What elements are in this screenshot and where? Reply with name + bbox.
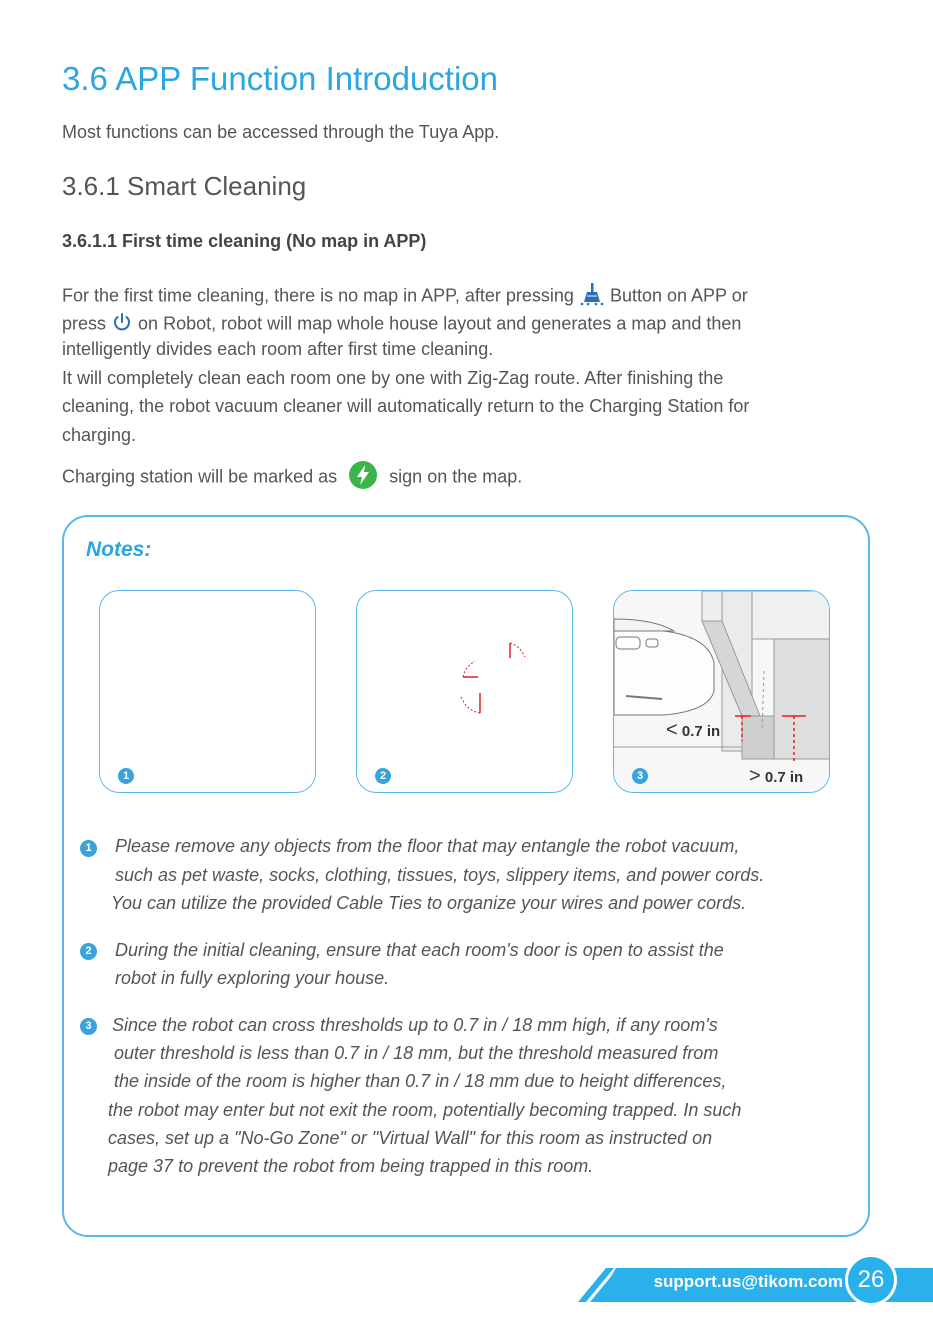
note-line: During the initial cleaning, ensure that each room's door is open to assist the: [115, 940, 724, 960]
paragraph-line: For the first time cleaning, there is no map in APP, after pressing Button on APP or: [62, 282, 748, 311]
note-line: robot in fully exploring your house.: [115, 968, 390, 988]
note-line: page 37 to prevent the robot from being trapped in this room.: [108, 1156, 594, 1176]
measure-less-label: < 0.7 in: [666, 719, 721, 741]
paragraph-line: press on Robot, robot will map whole house layout and generates a map and then: [62, 311, 741, 338]
note-line: the robot may enter but not exit the room, potentially becoming trapped. In such: [108, 1100, 742, 1120]
panel-number-badge: 1: [118, 768, 134, 784]
note-line: outer threshold is less than 0.7 in / 18 mm, but the threshold measured from: [114, 1043, 719, 1063]
paragraph-line: It will completely clean each room one by one with Zig-Zag route. After finishing the: [62, 368, 724, 388]
illustration-panel-2: [356, 590, 573, 793]
paragraph-line: intelligently divides each room after first time cleaning.: [62, 339, 494, 359]
section-title: 3.6.1 Smart Cleaning: [62, 171, 307, 201]
power-icon: [111, 311, 133, 338]
note-line: cases, set up a "No-Go Zone" or "Virtual Wall" for this room as instructed on: [108, 1128, 713, 1148]
note-number-badge: 1: [80, 840, 97, 857]
measure-greater-label: > 0.7 in: [749, 765, 804, 787]
paragraph-line: Charging station will be marked as sign on the map.: [62, 460, 522, 495]
subsection-title: 3.6.1.1 First time cleaning (No map in APP): [62, 231, 427, 251]
note-number-badge: 3: [80, 1018, 97, 1035]
panel-number-badge: 3: [632, 768, 648, 784]
note-line: Since the robot can cross thresholds up to 0.7 in / 18 mm high, if any room's: [112, 1015, 718, 1035]
notes-title: Notes:: [86, 538, 152, 561]
note-line: such as pet waste, socks, clothing, tissues, toys, slippery items, and power cords.: [115, 865, 765, 885]
paragraph-line: cleaning, the robot vacuum cleaner will automatically return to the Charging Station for: [62, 396, 750, 416]
page-title: 3.6 APP Function Introduction: [62, 60, 499, 97]
paragraph-line: charging.: [62, 425, 137, 445]
note-line: Please remove any objects from the floor that may entangle the robot vacuum,: [115, 836, 740, 856]
page-number: 26: [845, 1254, 897, 1306]
threshold-illustration: [614, 591, 830, 793]
lightning-icon: [348, 460, 378, 495]
illustration-panel-1: [99, 590, 316, 793]
note-number-badge: 2: [80, 943, 97, 960]
broom-icon: [579, 282, 605, 311]
illustration-panel-3: [613, 590, 830, 793]
support-email-link[interactable]: support.us@tikom.com: [653, 1272, 843, 1291]
note-line: You can utilize the provided Cable Ties to organize your wires and power cords.: [111, 893, 747, 913]
intro-text: Most functions can be accessed through the Tuya App.: [62, 122, 500, 142]
door-corner-marks: [357, 591, 573, 793]
note-line: the inside of the room is higher than 0.7 in / 18 mm due to height differences,: [114, 1071, 727, 1091]
panel-number-badge: 2: [375, 768, 391, 784]
